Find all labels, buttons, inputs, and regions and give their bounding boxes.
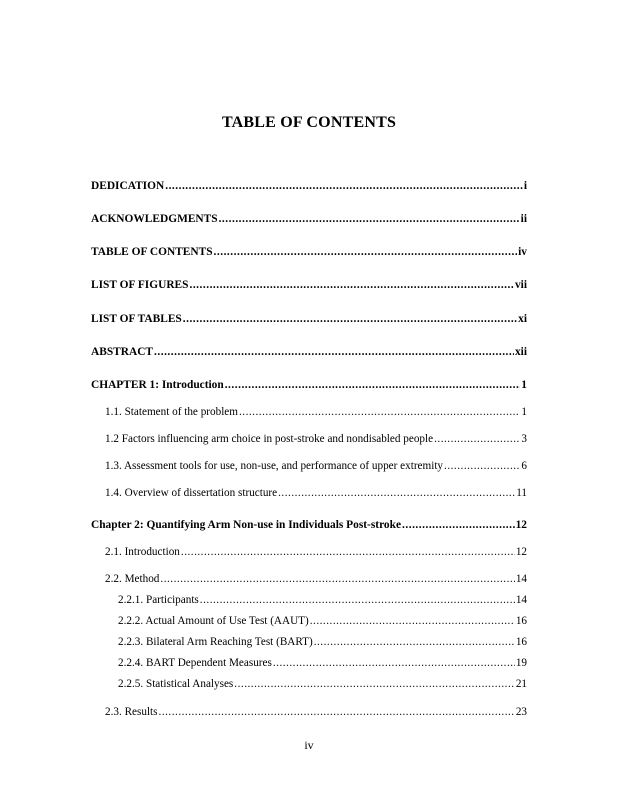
toc-entry-label: 2.2.5. Statistical Analyses — [118, 678, 234, 690]
dot-leader — [183, 312, 517, 326]
toc-entry-label: 2.2.3. Bilateral Arm Reaching Test (BART) — [118, 636, 313, 648]
toc-entry-label: TABLE OF CONTENTS — [91, 246, 213, 258]
toc-entry-1-1[interactable] — [105, 405, 527, 419]
toc-entry-label: ACKNOWLEDGMENTS — [91, 213, 218, 225]
toc-entry-page: i — [523, 180, 527, 192]
toc-entry-page: 21 — [515, 678, 527, 690]
toc-entry-acknowledgments[interactable] — [91, 212, 527, 226]
dot-leader — [154, 345, 514, 359]
toc-entry-label: 2.2.2. Actual Amount of Use Test (AAUT) — [118, 615, 309, 627]
page-title: TABLE OF CONTENTS — [221, 114, 397, 131]
page-number: iv — [304, 738, 314, 752]
toc-entry-label: DEDICATION — [91, 180, 165, 192]
toc-entry-2-2-1[interactable] — [118, 593, 527, 607]
dot-leader — [225, 378, 521, 392]
toc-entry-dedication[interactable] — [91, 179, 527, 193]
toc-entry-list-of-tables[interactable] — [91, 312, 527, 326]
toc-entry-page: 19 — [515, 657, 527, 669]
dot-leader — [189, 278, 513, 292]
toc-entry-abstract[interactable] — [91, 345, 527, 359]
toc-entry-page: 16 — [515, 615, 527, 627]
toc-entry-page: 12 — [515, 546, 527, 558]
toc-entry-page: 11 — [516, 487, 527, 499]
dot-leader — [160, 572, 514, 586]
toc-entry-page: iv — [518, 246, 527, 258]
toc-entry-2-1[interactable] — [105, 545, 527, 559]
dot-leader — [444, 459, 520, 473]
toc-entry-2-2[interactable] — [105, 572, 527, 586]
toc-entry-page: xii — [514, 346, 527, 358]
toc-entry-page: 14 — [515, 594, 527, 606]
toc-entry-label: 2.1. Introduction — [105, 546, 180, 558]
toc-entry-page: 14 — [515, 573, 527, 585]
toc-entry-list-of-figures[interactable] — [91, 278, 527, 292]
toc-entry-chapter-2[interactable] — [91, 518, 527, 532]
dot-leader — [165, 179, 523, 193]
toc-entry-1-3[interactable] — [105, 459, 527, 473]
toc-entry-label: LIST OF TABLES — [91, 313, 182, 325]
toc-entry-2-2-2[interactable] — [118, 614, 527, 628]
toc-entry-1-2[interactable] — [105, 432, 527, 446]
toc-entry-label: LIST OF FIGURES — [91, 279, 189, 291]
toc-entry-page: 6 — [521, 460, 527, 472]
toc-entry-label: 2.2. Method — [105, 573, 160, 585]
toc-entry-page: ii — [520, 213, 527, 225]
dot-leader — [234, 677, 515, 691]
toc-entry-2-3[interactable] — [105, 705, 527, 719]
toc-entry-page: 16 — [515, 636, 527, 648]
toc-entry-page: xi — [518, 313, 527, 325]
dot-leader — [434, 432, 520, 446]
dot-leader — [214, 245, 518, 259]
toc-entry-chapter-1[interactable] — [91, 378, 527, 392]
toc-entry-label: 1.2 Factors influencing arm choice in post-stroke and nondisabled people — [105, 433, 434, 445]
toc-entry-label: CHAPTER 1: Introduction — [91, 379, 224, 391]
toc-entry-label: Chapter 2: Quantifying Arm Non-use in Individuals Post-stroke — [91, 519, 402, 531]
toc-entry-label: 2.3. Results — [105, 706, 158, 718]
dot-leader — [159, 705, 515, 719]
toc-entry-label: 1.4. Overview of dissertation structure — [105, 487, 278, 499]
toc-entry-label: 1.3. Assessment tools for use, non-use, and performance of upper extremity — [105, 460, 444, 472]
toc-entry-page: 1 — [521, 406, 527, 418]
toc-entry-label: 2.2.1. Participants — [118, 594, 199, 606]
toc-entry-1-4[interactable] — [105, 486, 527, 500]
dot-leader — [402, 518, 515, 532]
dot-leader — [181, 545, 515, 559]
dot-leader — [273, 656, 515, 670]
toc-entry-2-2-4[interactable] — [118, 656, 527, 670]
toc-entry-page: vii — [514, 279, 527, 291]
toc-entry-page: 12 — [515, 519, 527, 531]
toc-entry-table-of-contents[interactable] — [91, 245, 527, 259]
toc-entry-label: 2.2.4. BART Dependent Measures — [118, 657, 272, 669]
dot-leader — [239, 405, 520, 419]
dot-leader — [314, 635, 515, 649]
toc-entry-page: 23 — [515, 706, 527, 718]
dot-leader — [200, 593, 515, 607]
toc-entry-label: 1.1. Statement of the problem — [105, 406, 238, 418]
toc-entry-page: 3 — [521, 433, 527, 445]
toc-entry-2-2-5[interactable] — [118, 677, 527, 691]
toc-entry-page: 1 — [521, 379, 527, 391]
dot-leader — [278, 486, 515, 500]
dot-leader — [219, 212, 520, 226]
toc-entry-2-2-3[interactable] — [118, 635, 527, 649]
dot-leader — [310, 614, 515, 628]
toc-entry-label: ABSTRACT — [91, 346, 154, 358]
